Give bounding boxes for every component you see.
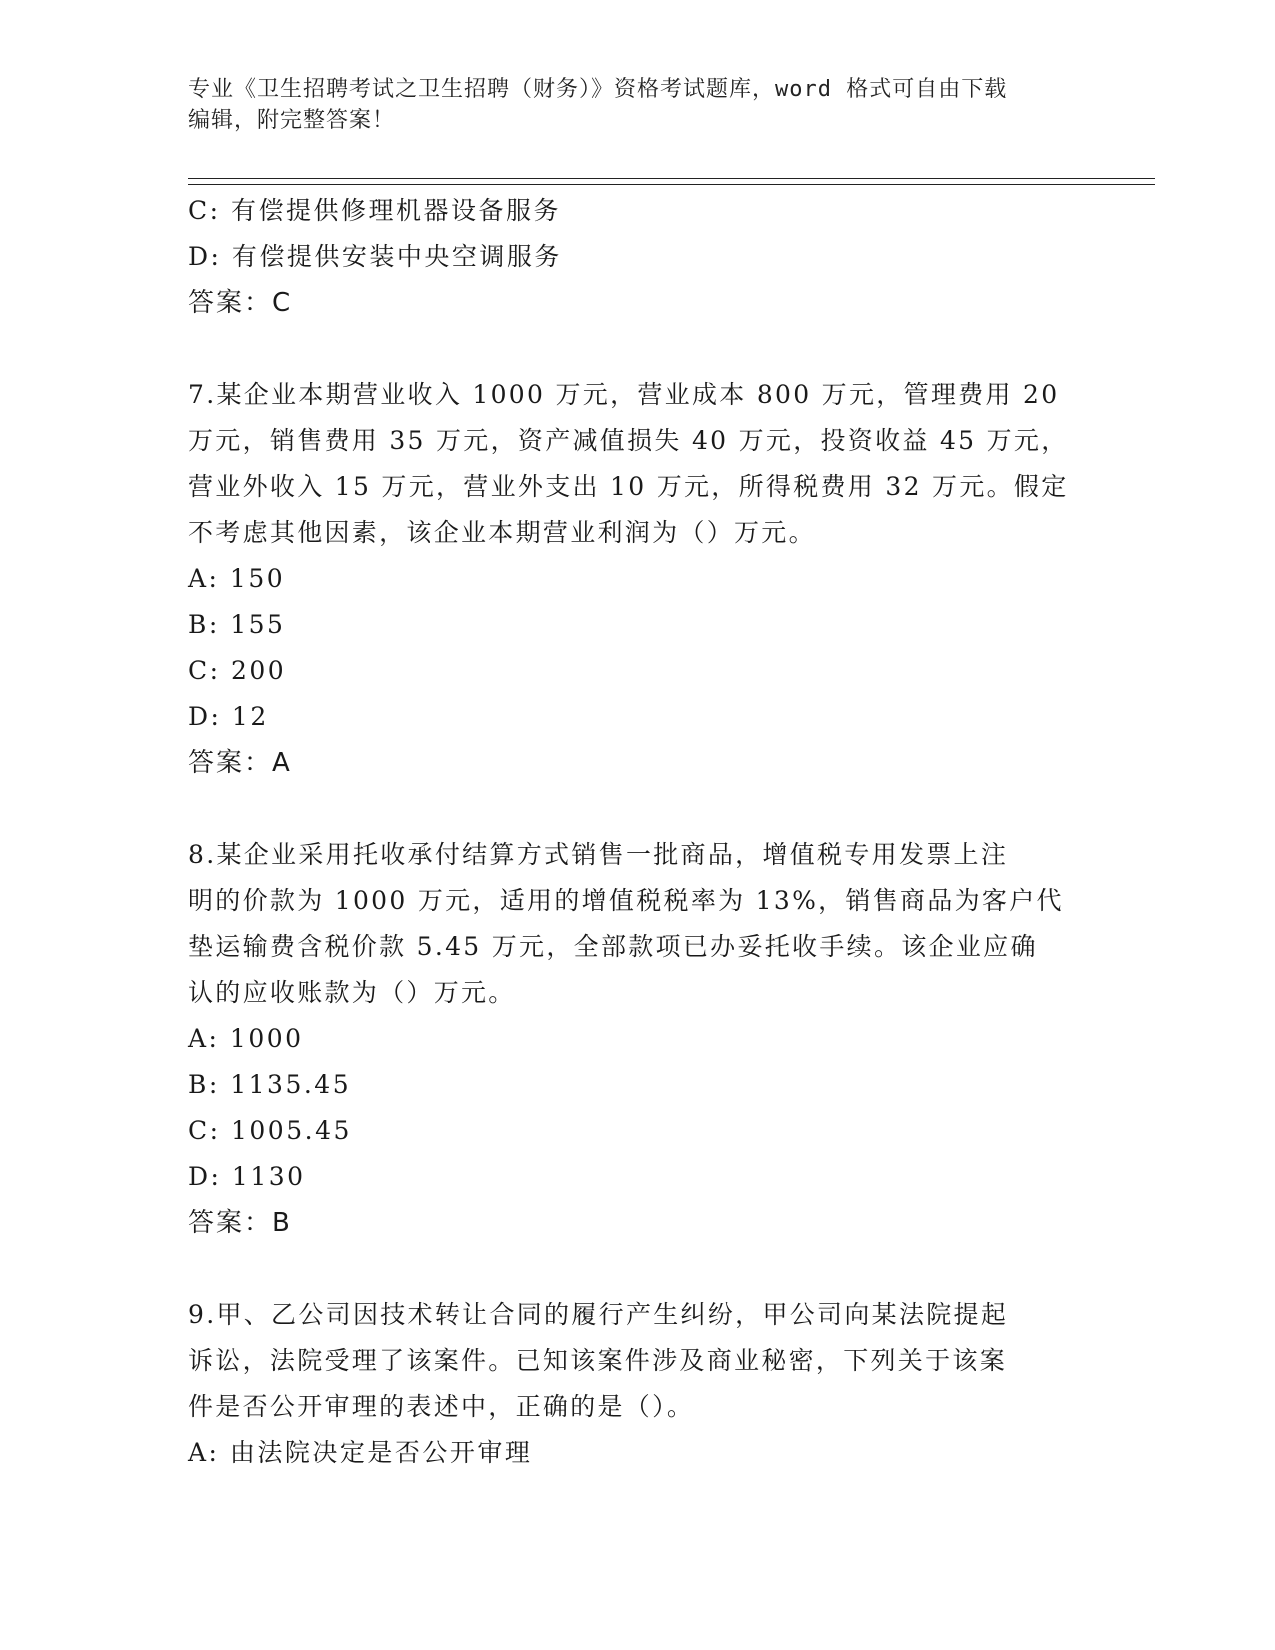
question-text-line: 认的应收账款为（）万元。	[188, 978, 516, 1007]
spacer	[188, 786, 1088, 832]
question-text-line: 垫运输费含税价款 5.45 万元，全部款项已办妥托收手续。该企业应确	[188, 932, 1038, 961]
answer-line: 答案：B	[188, 1208, 292, 1238]
answer-line: 答案：C	[188, 288, 293, 318]
previous-question-options	[188, 188, 1088, 326]
header-divider-bottom	[188, 184, 1155, 185]
option-b: B: 155	[188, 610, 286, 639]
header-title-line-1: 专业《卫生招聘考试之卫生招聘（财务）》资格考试题库，word 格式可自由下载	[188, 77, 1008, 102]
question-text-line: 件是否公开审理的表述中，正确的是（）。	[188, 1392, 695, 1421]
option-a: A: 1000	[188, 1024, 304, 1053]
question-text-line: 9.甲、乙公司因技术转让合同的履行产生纠纷，甲公司向某法院提起	[188, 1300, 1009, 1329]
question-7	[188, 372, 1088, 786]
option-a: A: 150	[188, 564, 286, 593]
question-stem	[188, 832, 1088, 1016]
spacer	[188, 1246, 1088, 1292]
option-d: D: 1130	[188, 1162, 306, 1191]
header-title-line-2: 编辑，附完整答案！	[188, 108, 396, 133]
answer-line: 答案：A	[188, 748, 292, 778]
question-text-line: 明的价款为 1000 万元，适用的增值税税率为 13%，销售商品为客户代	[188, 886, 1064, 915]
question-text-line: 8.某企业采用托收承付结算方式销售一批商品，增值税专用发票上注	[188, 840, 1009, 869]
question-stem	[188, 1292, 1088, 1430]
question-text-line: 营业外收入 15 万元，营业外支出 10 万元，所得税费用 32 万元。假定	[188, 472, 1069, 501]
question-9	[188, 1292, 1088, 1476]
option-b: B: 1135.45	[188, 1070, 352, 1099]
option-a: A: 由法院决定是否公开审理	[188, 1438, 533, 1467]
question-text-line: 诉讼，法院受理了该案件。已知该案件涉及商业秘密，下列关于该案	[188, 1346, 1008, 1375]
document-header	[188, 74, 1068, 136]
question-text-line: 不考虑其他因素，该企业本期营业利润为（）万元。	[188, 518, 816, 547]
question-text-line: 万元，销售费用 35 万元，资产减值损失 40 万元，投资收益 45 万元，	[188, 426, 1069, 455]
spacer	[188, 326, 1088, 372]
option-c: C: 200	[188, 656, 287, 685]
option-line: D: 有偿提供安装中央空调服务	[188, 242, 562, 271]
question-8	[188, 832, 1088, 1246]
question-stem	[188, 372, 1088, 556]
question-text-line: 7.某企业本期营业收入 1000 万元，营业成本 800 万元，管理费用 20	[188, 380, 1060, 409]
option-d: D: 12	[188, 702, 269, 731]
option-line: C: 有偿提供修理机器设备服务	[188, 196, 561, 225]
question-content	[188, 188, 1088, 1476]
header-divider-top	[188, 178, 1155, 179]
option-c: C: 1005.45	[188, 1116, 352, 1145]
